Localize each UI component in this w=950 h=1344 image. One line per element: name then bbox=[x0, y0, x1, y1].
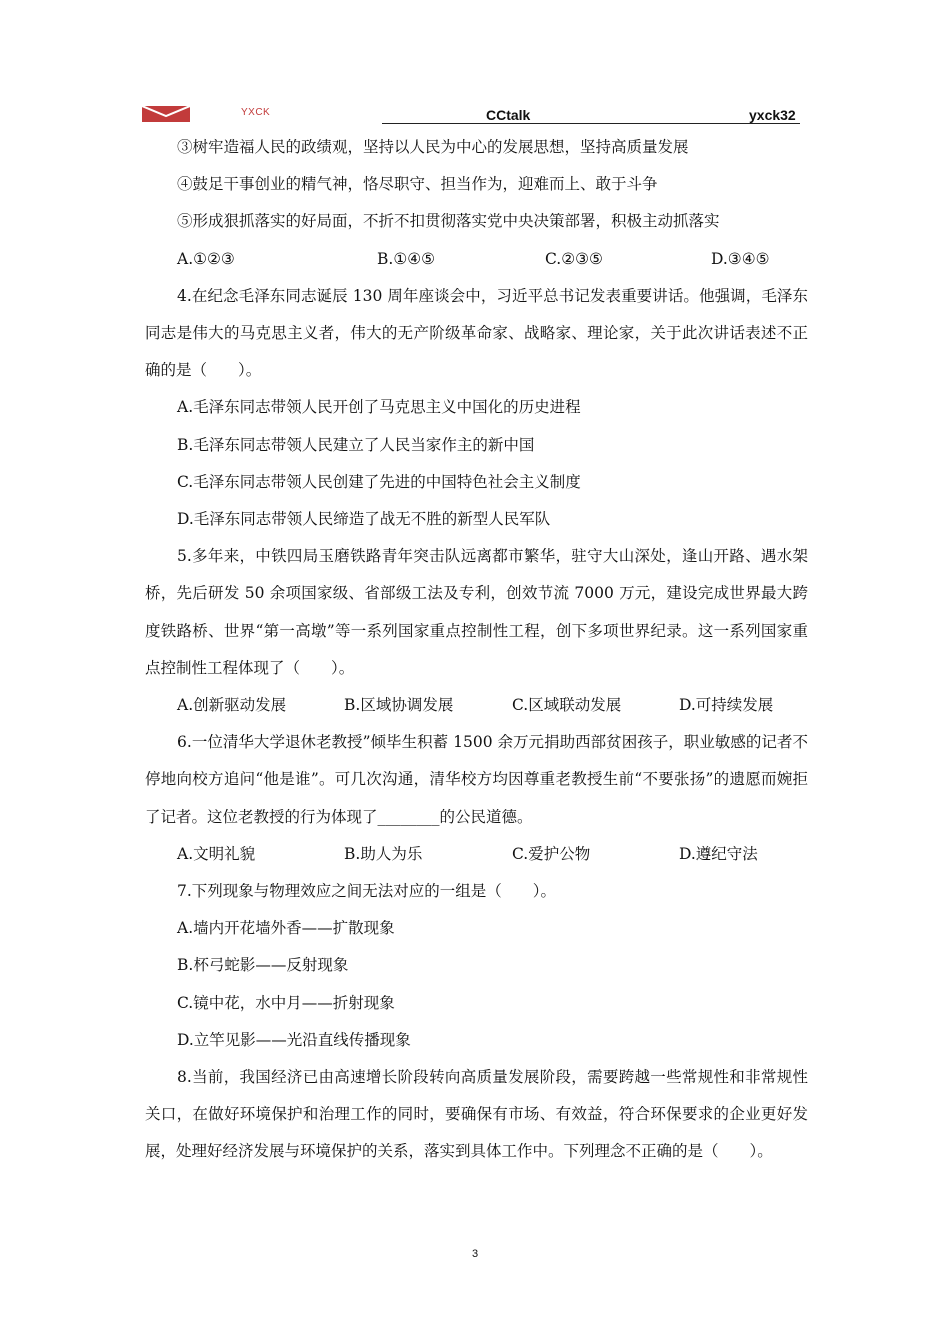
q7-option-b: B.杯弓蛇影——反射现象 bbox=[177, 956, 349, 975]
list-item-4: ④鼓足干事创业的精气神，恪尽职守、担当作为，迎难而上、敢于斗争 bbox=[177, 175, 658, 194]
q3-option-b: B.①④⑤ bbox=[377, 249, 436, 268]
q6-option-b: B.助人为乐 bbox=[344, 844, 423, 863]
q6-stem: 6.一位清华大学退休老教授”倾毕生积蓄 1500 余万元捐助西部贫困孩子，职业敏感的记者不停地向校方追问“他是谁”。可几次沟通，清华校方均因尊重老教授生前“不要张扬”的遗愿而婉拒了记者。这位老教授的行为体现了________的公民道德。 bbox=[145, 733, 808, 826]
page-number: 3 bbox=[471, 1248, 479, 1260]
q7-option-a: A.墙内开花墙外香——扩散现象 bbox=[177, 919, 395, 938]
q3-option-d: D.③④⑤ bbox=[711, 249, 770, 268]
header-brand: YXCK bbox=[241, 107, 271, 118]
q7-option-c: C.镜中花，水中月——折射现象 bbox=[177, 993, 395, 1012]
list-item-3: ③树牢造福人民的政绩观，坚持以人民为中心的发展思想，坚持高质量发展 bbox=[177, 138, 689, 156]
header-left-text: CCtalk bbox=[486, 107, 531, 123]
q6-option-a: A.文明礼貌 bbox=[177, 844, 256, 863]
q5-options bbox=[145, 687, 808, 724]
header-rule bbox=[382, 123, 800, 124]
q3-options bbox=[145, 241, 808, 278]
q6-option-d: D.遵纪守法 bbox=[679, 844, 758, 863]
q4-option-b: B.毛泽东同志带领人民建立了人民当家作主的新中国 bbox=[177, 435, 535, 454]
envelope-logo-icon bbox=[142, 106, 190, 122]
q4-option-c: C.毛泽东同志带领人民创建了先进的中国特色社会主义制度 bbox=[177, 472, 581, 491]
q3-option-c: C.②③⑤ bbox=[545, 249, 603, 268]
page-content bbox=[145, 129, 808, 1171]
q8-stem: 8.当前，我国经济已由高速增长阶段转向高质量发展阶段，需要跨越一些常规性和非常规性关口，在做好环境保护和治理工作的同时，要确保有市场、有效益，符合环保要求的企业更好发展，处理好经济发展与环境保护的关系，落实到具体工作中。下列理念不正确的是（ ）。 bbox=[145, 1068, 808, 1161]
q6-options bbox=[145, 836, 808, 873]
q5-stem: 5.多年来，中铁四局玉磨铁路青年突击队远离都市繁华，驻守大山深处，逢山开路、遇水架桥，先后研发 50 余项国家级、省部级工法及专利，创效节流 7000 万元，建设完成世界最大跨度铁路桥、世界“第一高墩”等一系列国家重点控制性工程，创下多项世界纪录。这一系列国家重点控制性工程体现了（ ）。 bbox=[145, 547, 808, 677]
q4-stem: 4.在纪念毛泽东同志诞辰 130 周年座谈会中，习近平总书记发表重要讲话。他强调，毛泽东同志是伟大的马克思主义者，伟大的无产阶级革命家、战略家、理论家，关于此次讲话表述不正确的是（ ）。 bbox=[145, 286, 808, 380]
q3-option-a: A.①②③ bbox=[177, 249, 235, 268]
q5-option-c: C.区域联动发展 bbox=[512, 696, 622, 715]
q5-option-a: A.创新驱动发展 bbox=[177, 696, 287, 715]
q7-stem: 7.下列现象与物理效应之间无法对应的一组是（ ）。 bbox=[177, 882, 557, 901]
q4-option-d: D.毛泽东同志带领人民缔造了战无不胜的新型人民军队 bbox=[177, 510, 551, 529]
q5-option-d: D.可持续发展 bbox=[679, 696, 774, 715]
q7-option-d: D.立竿见影——光沿直线传播现象 bbox=[177, 1030, 411, 1049]
q5-option-b: B.区域协调发展 bbox=[344, 696, 454, 715]
list-item-5: ⑤形成狠抓落实的好局面，不折不扣贯彻落实党中央决策部署，积极主动抓落实 bbox=[177, 212, 720, 231]
q6-option-c: C.爱护公物 bbox=[512, 844, 591, 863]
header-right-text: yxck32 bbox=[749, 107, 796, 123]
q4-option-a: A.毛泽东同志带领人民开创了马克思主义中国化的历史进程 bbox=[177, 398, 581, 417]
